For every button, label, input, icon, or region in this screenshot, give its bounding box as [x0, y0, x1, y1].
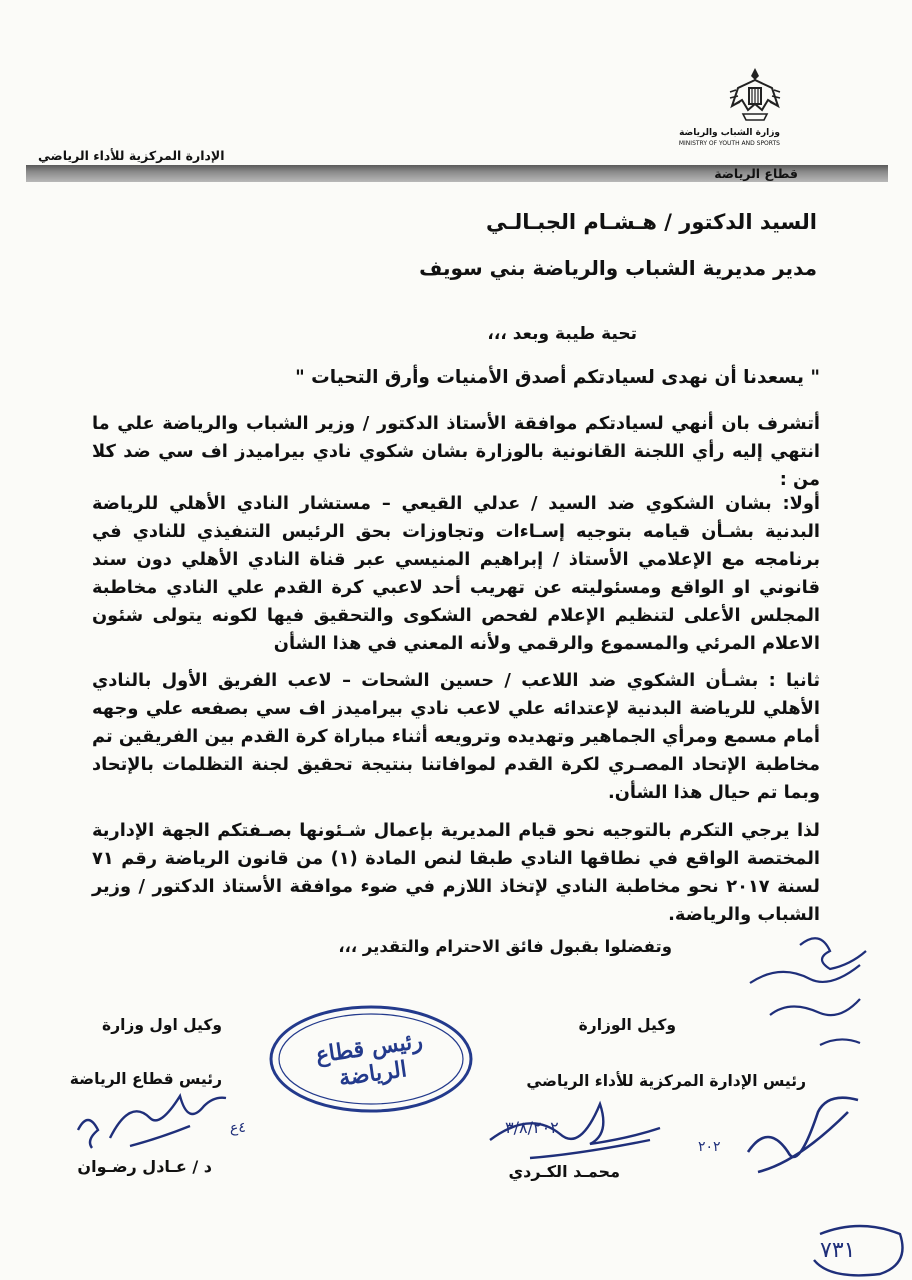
addressee-name: السيد الدكتور / هـشـام الجبـالـي: [485, 210, 817, 234]
signatory-name-radwan: د / عـادل رضـوان: [77, 1157, 212, 1176]
ministry-name-ar: وزارة الشباب والرياضة: [679, 128, 780, 138]
eagle-emblem-icon: [728, 66, 782, 128]
closing-line: وتفضلوا بقبول فائق الاحترام والتقدير ،،،: [338, 937, 672, 956]
stamp-text: رئيس قطاع الرياضة: [314, 1027, 425, 1092]
page-reference-number: ٧٣١: [820, 1238, 856, 1263]
handwritten-date-b: ٣/٨/٢٠٢: [505, 1118, 559, 1137]
paragraph-first-complaint: أولا: بشان الشكوي ضد السيد / عدلي القيعي – مستشار النادي الأهلي للرياضة البدنية بشـأن قيامه بتوجيه إسـاءات وتجاوزات بحق الرئيس التنفيذي للنادي في برنامجه مع الإعلامي الأستاذ / إبراهيم المنيسي عبر قناة النادي الأهلي دون سند قانوني او الواقع ومسئوليته عن تهريب أحد لاعبي كرة القدم علي النادي مخاطبة المجلس الأعلى لتنظيم الإعلام لفحص الشكوى والتحقيق فيها لكونه يتولى شئون الاعلام المرئي والمسموع والرقمي ولأنه المعني في هذا الشأن: [92, 493, 820, 654]
addressee-role: مدير مديرية الشباب والرياضة بني سويف: [419, 256, 817, 280]
central-administration-label: الإدارة المركزية للأداء الرياضي: [38, 148, 225, 163]
ministry-name-en: MINISTRY OF YOUTH AND SPORTS: [678, 140, 780, 147]
signatory-title-head-sector: رئيس قطاع الرياضة: [69, 1070, 222, 1088]
paragraph-request: لذا يرجي التكرم بالتوجيه نحو قيام المديرية بإعمال شـئونها بصـفتكم الجهة الإدارية المختصة الواقع في نطاقها النادي طبقا لنص المادة (١) من قانون الرياضة رقم ٧١ لسنة ٢٠١٧ نحو مخاطبة النادي لإتخاذ اللازم في ضوء موافقة الأستاذ الدكتور / وزير الشباب والرياضة.: [92, 820, 820, 925]
paragraph-second-complaint: ثانيا : بشـأن الشكوي ضد اللاعب / حسين الشحات – لاعب الفريق الأول بالنادي الأهلي للرياضة البدنية لإعتدائه علي لاعب نادي بيراميدز اف سي بصفعه علي وجهه أمام مسمع ومرأي الجماهير وتهديده وترويعه أثناء مباراة كرة القدم بين الفريقين تم مخاطبة الإتحاد المصـري لكرة القدم لموافاتنا بنتيجة تحقيق لجنة التظلمات بالإتحاد وبما تم حيال هذا الشأن.: [92, 670, 820, 803]
signatory-name-kordy: محمـد الكـردي: [508, 1162, 620, 1181]
handwritten-annotation-top-right: [730, 925, 900, 1075]
wishes-line: " يسعدنا أن نهدى لسيادتكم أصدق الأمنيات وأرق التحيات ": [295, 367, 820, 388]
signatory-title-deputy: وكيل الوزارة: [578, 1016, 676, 1034]
paragraph-intro: أتشرف بان أنهي لسيادتكم موافقة الأستاذ الدكتور / وزير الشباب والرياضة علي ما انتهي إليه رأي اللجنة القانونية بالوزارة بشان شكوي نادي بيراميدز اف سي ضد كلا من :: [92, 413, 820, 490]
sector-label: قطاع الرياضة: [714, 166, 798, 181]
handwritten-signature-bottom-right: [738, 1092, 868, 1182]
handwritten-date-c: ٢٠٢: [698, 1139, 721, 1155]
handwritten-date-a: ٤ع: [230, 1120, 246, 1136]
signatory-title-first-deputy: وكيل اول وزارة: [102, 1016, 222, 1034]
greeting: تحية طيبة وبعد ،،،: [487, 324, 637, 344]
signatory-title-head-central: رئيس الإدارة المركزية للأداء الرياضي: [526, 1072, 806, 1090]
